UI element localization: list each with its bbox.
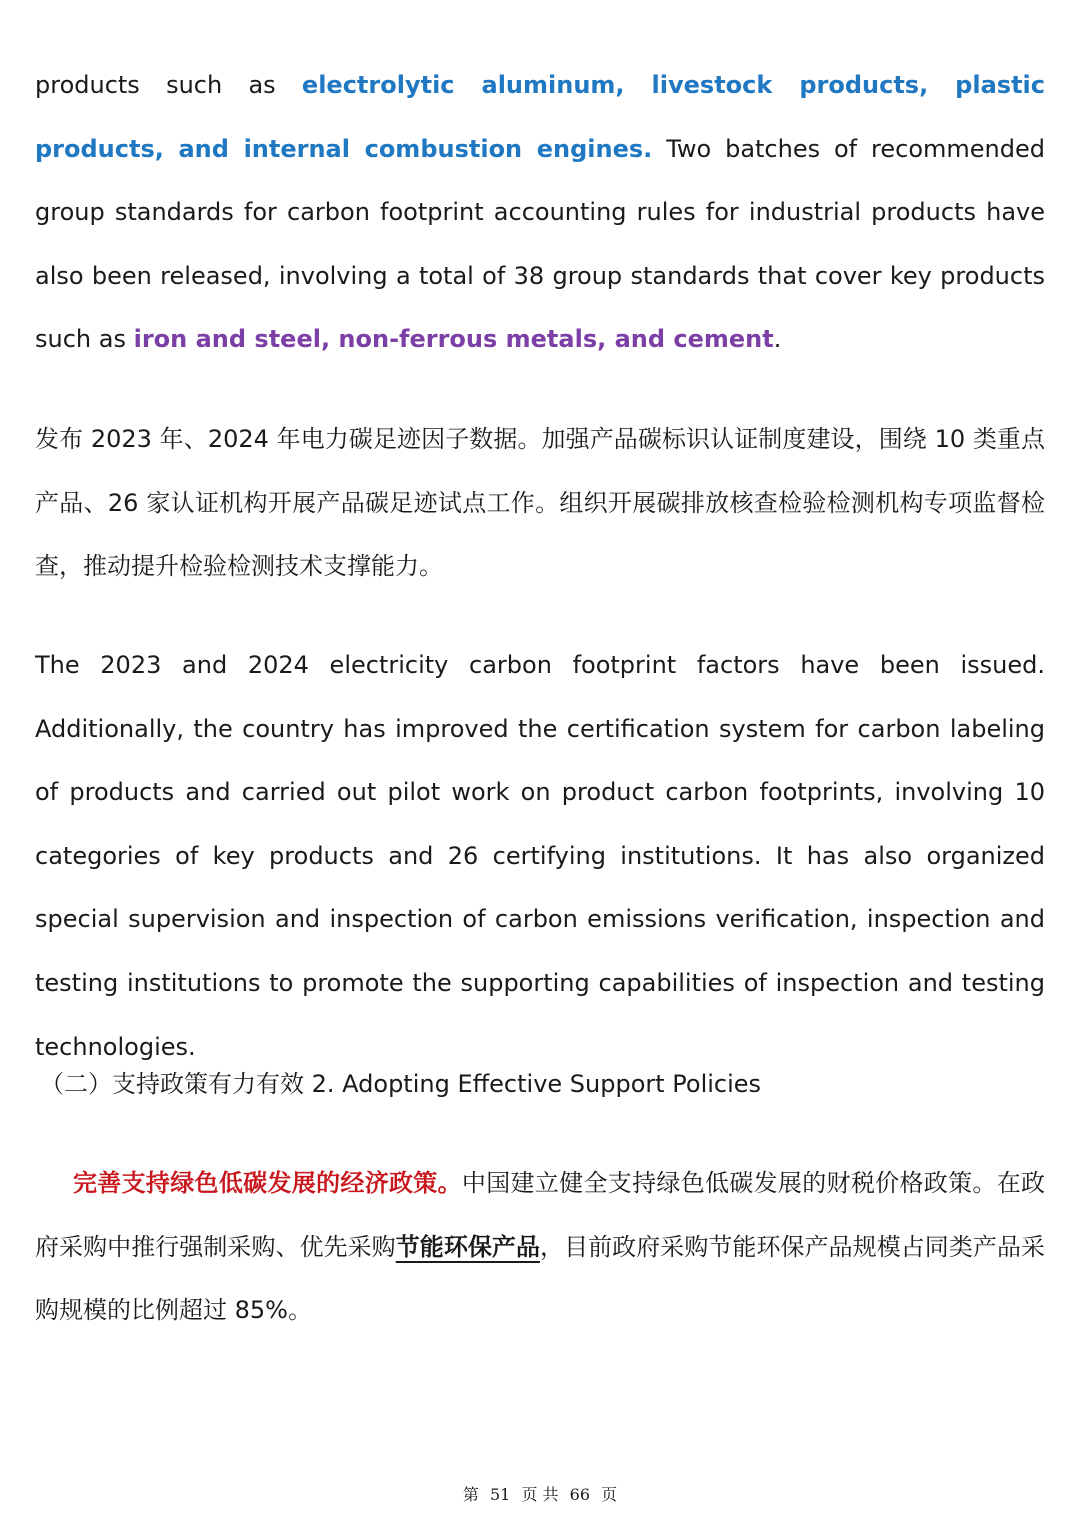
paragraph-economic-policy-zh	[35, 1152, 1045, 1343]
footer-suffix: 页	[601, 1485, 618, 1504]
section-heading: （二）支持政策有力有效 2. Adopting Effective Support Policies	[40, 1070, 762, 1098]
footer-page-number: 51	[490, 1485, 511, 1504]
text-run: .	[773, 325, 782, 354]
highlight-policy-red: 完善支持绿色低碳发展的经济政策。	[73, 1169, 462, 1197]
footer-total-pages: 66	[569, 1485, 590, 1504]
highlight-products-purple: iron and steel, non-ferrous metals, and cement	[133, 325, 774, 354]
paragraph-carbon-footprint-en: The 2023 and 2024 electricity carbon footprint factors have been issued. Additionally, the country has improved the certification system for carbon labeling of products and carried out pilot work on product carbon footprints, involving 10 categories of key products and 26 certifying institutions. It has also organized special supervision and inspection of carbon emissions verification, inspection and testing institutions to promote the supporting capabilities of inspection and testing technologies.	[35, 651, 1045, 1061]
paragraph-carbon-footprint-zh: 发布 2023 年、2024 年电力碳足迹因子数据。加强产品碳标识认证制度建设，围绕 10 类重点产品、26 家认证机构开展产品碳足迹试点工作。组织开展碳排放核查检验检测机构专项监督检查，推动提升检验检测技术支撑能力。	[35, 425, 1045, 581]
text-run: ，目前政府采购节能环保产品规模占同类产品采购规模的比例超过 85%。	[35, 1232, 1046, 1325]
footer-mid: 页 共	[521, 1485, 559, 1504]
paragraph-carbon-standards-en	[35, 54, 1045, 372]
text-run: 中国建立健全支持绿色低碳发展的财税价格政策。在政府采购中推行强制采购、优先采购	[35, 1169, 1045, 1261]
page-footer	[0, 1482, 1080, 1505]
footer-prefix: 第	[462, 1485, 479, 1504]
text-run: products such as	[35, 71, 302, 99]
highlight-products-blue: electrolytic aluminum, livestock products, plastic products, and internal combustion engines.	[35, 71, 1045, 163]
text-run: Two batches of recommended group standards for carbon footprint accounting rules for industrial products have also been released, involving a total of 38 group standards that cover key products such as	[35, 134, 1045, 354]
highlight-energy-saving-products: 节能环保产品	[395, 1232, 541, 1261]
